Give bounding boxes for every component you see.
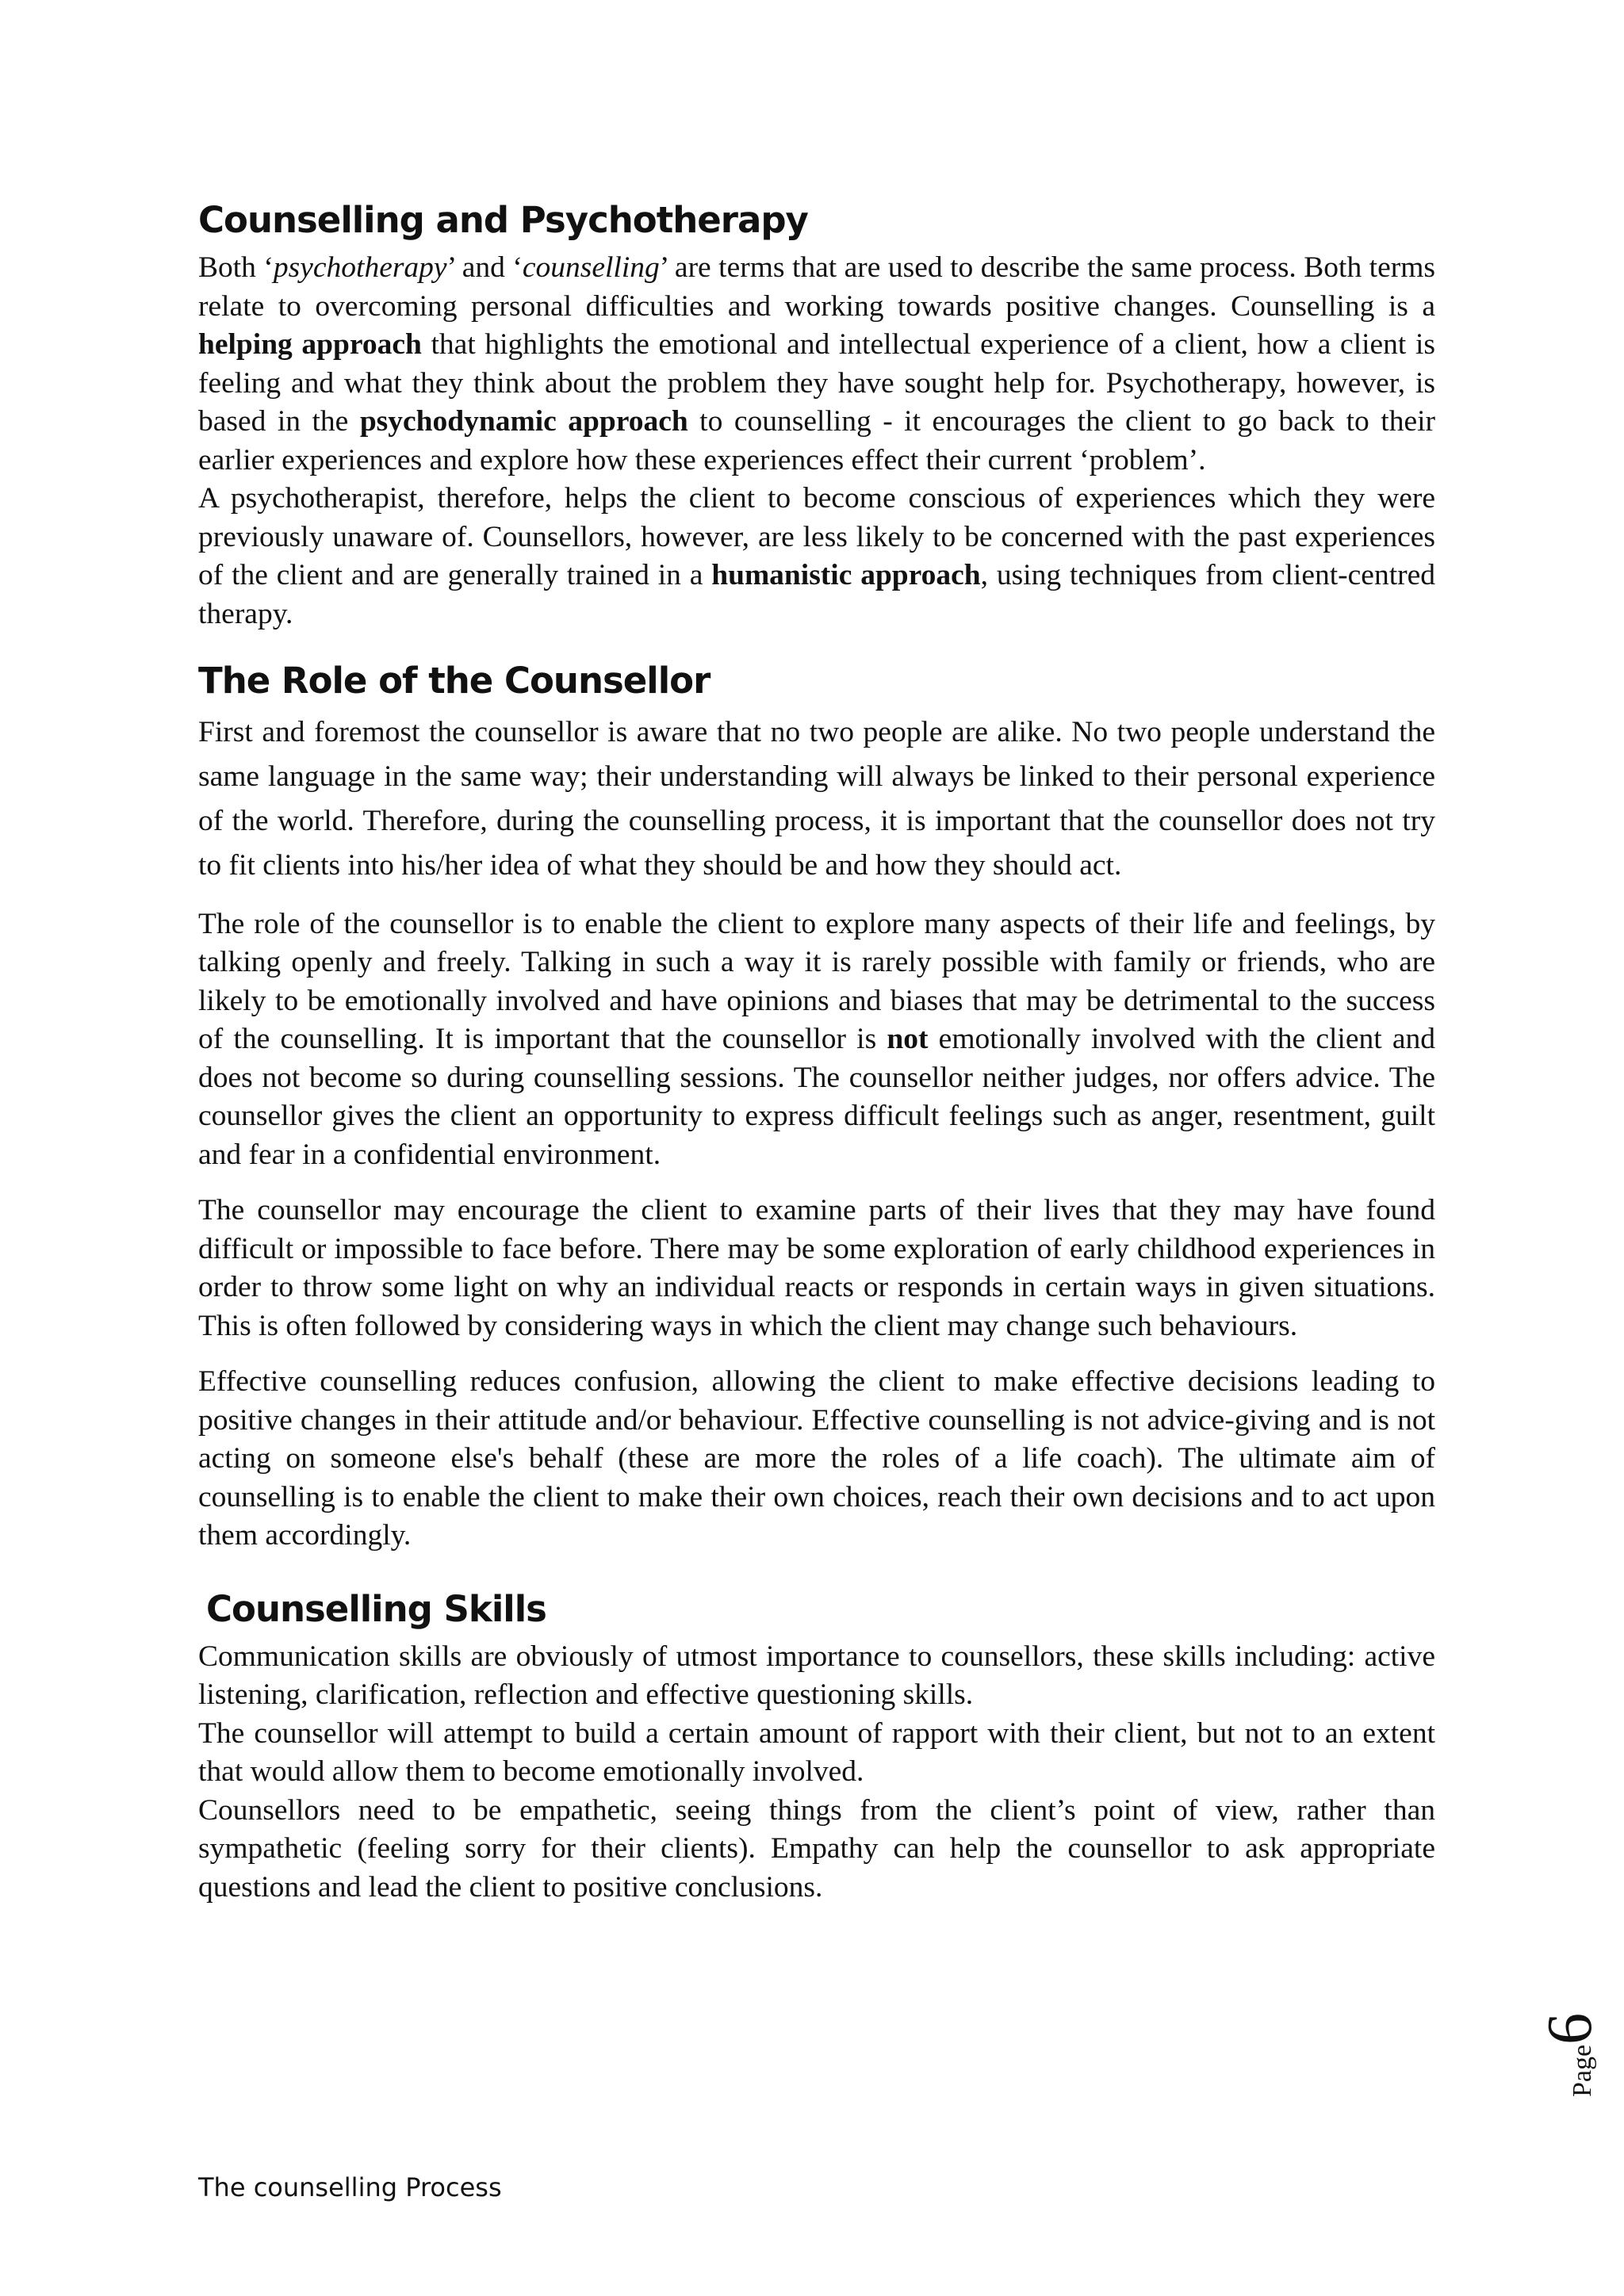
intro-block xyxy=(198,710,1435,888)
text-run: ’ and ‘ xyxy=(446,251,523,285)
text-run: , using techniques from client-centred therapy. xyxy=(198,559,1435,630)
page-number-value: 6 xyxy=(1535,2012,1605,2045)
paragraph: Counsellors need to be empathetic, seeing things from the client’s point of view, rather than sympathetic (feeling sorry for their clients). Empathy can help the counsellor to ask appropriate questions and lead the client to positive conclusions. xyxy=(198,1793,1435,1904)
paragraph: Effective counselling reduces confusion, allowing the client to make effective decisions leading to positive changes in their attitude and/or behaviour. Effective counselling is not advice-giving and is not acting on someone else's behalf (these are more the roles of a life coach). The ultimate aim of counselling is to enable the client to make their own choices, reach their own decisions and to act upon them accordingly. xyxy=(198,1365,1435,1552)
text-run: ’ are terms that are used to describe the same process. Both terms relate to overcoming personal difficulties and working towards positive changes. Counselling is a xyxy=(198,251,1435,323)
page-label: Page xyxy=(1568,2044,1597,2097)
section-counselling-skills xyxy=(198,1587,1435,1632)
paragraph xyxy=(198,249,1435,480)
text-run: The role of the counsellor is to enable the client to explore many aspects of their life and feelings, by talking openly and freely. Talking in such a way it is rarely possible with family or friends, who are likely to be emotionally involved and have opinions and biases that may be detrimental to the success of the counselling. It is important that the counsellor is xyxy=(198,907,1435,1055)
paragraph xyxy=(198,905,1435,1175)
paragraph: First and foremost the counsellor is aware that no two people are alike. No two people understand the same language in the same way; their understanding will always be linked to their personal experience of the world. Therefore, during the counselling process, it is important that the counsellor does not try to fit clients into his/her idea of what they should be and how they should act. xyxy=(198,715,1435,882)
text-run: Both ‘ xyxy=(198,251,274,285)
paragraph: The counsellor will attempt to build a certain amount of rapport with their client, but not to an extent that would allow them to become emotionally involved. xyxy=(198,1716,1435,1789)
paragraph xyxy=(198,480,1435,633)
footer-text: The counselling Process xyxy=(198,2172,502,2202)
section-heading: Counselling and Psychotherapy xyxy=(198,199,808,241)
text-run: emotionally involved with the client and does not become so during counselling sessions. The counsellor neither judges, nor offers advice. The counsellor gives the client an opportunity to express difficult feelings such as anger, resentment, guilt and fear in a confidential environment. xyxy=(198,1023,1435,1171)
bold-term: psychodynamic approach xyxy=(359,405,688,438)
bold-term: humanistic approach xyxy=(711,559,981,592)
text-run: to counselling - it encourages the client to go back to their earlier experiences and explore how these experiences effect their current ‘problem’. xyxy=(198,405,1435,476)
document-body xyxy=(198,198,1435,1907)
section-role-of-counsellor xyxy=(198,659,1435,1555)
italic-term: psychotherapy xyxy=(273,251,447,285)
paragraph: The counsellor may encourage the client to examine parts of their lives that they may have found difficult or impossible to face before. There may be some exploration of early childhood experiences in order to throw some light on why an individual reacts or responds in certain ways in given situations. This is often followed by considering ways in which the client may change such behaviours. xyxy=(198,1194,1435,1342)
section-heading: The Role of the Counsellor xyxy=(198,660,710,702)
text-run: that highlights the emotional and intellectual experience of a client, how a client is feeling and what they think about the problem they have sought help for. Psychotherapy, however, is based in the xyxy=(198,328,1435,438)
page-number xyxy=(1534,1994,1605,2097)
skills-text xyxy=(198,1638,1435,1908)
paragraph: Communication skills are obviously of utmost importance to counsellors, these skills including: active listening, clarification, reflection and effective questioning skills. xyxy=(198,1640,1435,1712)
text-run: A psychotherapist, therefore, helps the client to become conscious of experiences which they were previously unaware of. Counsellors, however, are less likely to be concerned with the past experiences of the client and are generally trained in a xyxy=(198,482,1435,592)
bold-term: not xyxy=(887,1023,929,1055)
section-heading: Counselling Skills xyxy=(206,1587,546,1630)
section-counselling-psychotherapy xyxy=(198,198,1435,633)
bold-term: helping approach xyxy=(198,328,422,362)
italic-term: counselling xyxy=(522,251,660,285)
